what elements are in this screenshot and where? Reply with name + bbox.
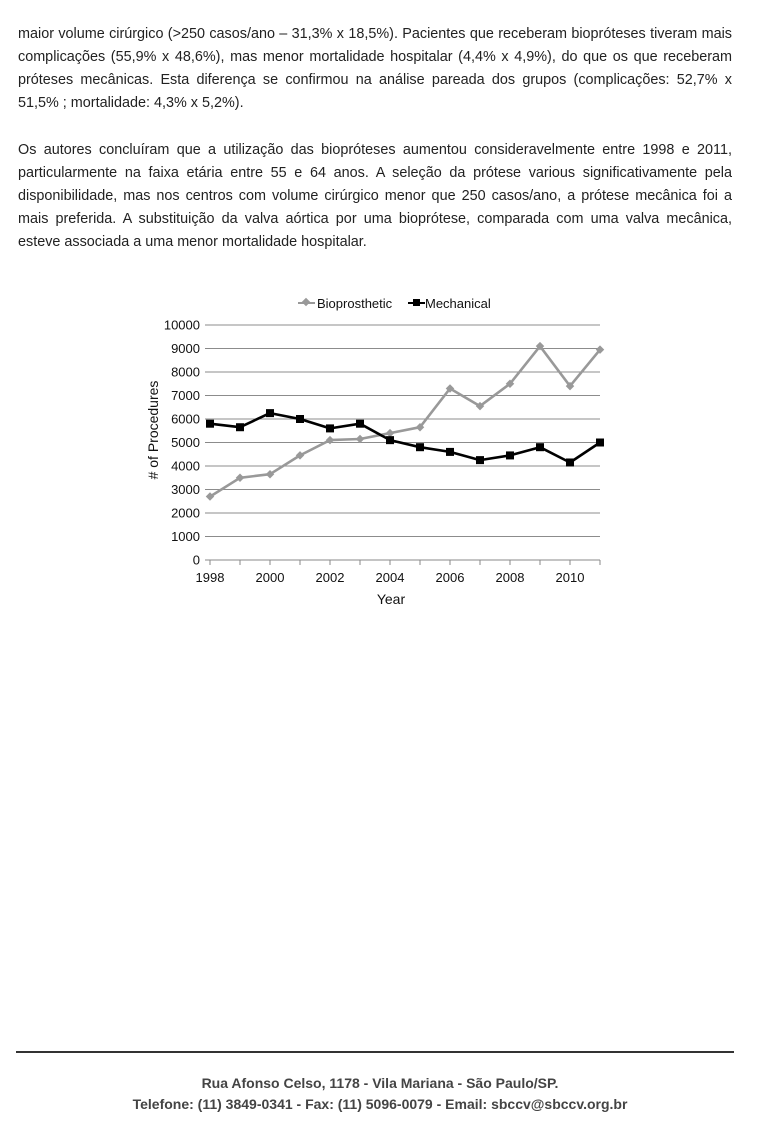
y-tick-label: 7000 <box>171 388 200 403</box>
data-point-bioprosthetic <box>356 435 364 443</box>
procedures-line-chart <box>135 290 615 615</box>
y-tick-label: 9000 <box>171 341 200 356</box>
y-tick-labels <box>164 318 200 568</box>
data-point-mechanical <box>506 451 514 459</box>
body-paragraph-1: maior volume cirúrgico (>250 casos/ano – 31,3% x 18,5%). Pacientes que receberam biopróteses tiveram mais complicações (55,9% x 48,6%), mas menor mortalidade hospitalar (4,4% x 4,9%), do que os que receberam próteses mecânicas. Esta diferença se confirmou na análise pareada dos grupos (complicações: 52,7% x 51,5% ; mortalidade: 4,3% x 5,2%). <box>18 26 732 111</box>
data-point-mechanical <box>596 439 604 447</box>
data-point-bioprosthetic <box>326 436 334 444</box>
y-tick-label: 0 <box>192 552 200 568</box>
data-point-mechanical <box>566 458 574 466</box>
chart-series <box>206 342 604 501</box>
data-point-mechanical <box>236 423 244 431</box>
legend-mechanical-marker <box>413 299 420 306</box>
footer-contact: Telefone: (11) 3849-0341 - Fax: (11) 5096-0079 - Email: sbccv@sbccv.org.br <box>132 1096 628 1112</box>
data-point-mechanical <box>266 409 274 417</box>
y-tick-label: 6000 <box>171 411 200 427</box>
x-tick-label: 2004 <box>375 570 405 585</box>
legend-mechanical-label: Mechanical <box>425 296 491 311</box>
x-tick-label: 1998 <box>195 570 225 585</box>
data-point-mechanical <box>296 415 304 423</box>
x-tick-label: 2006 <box>435 570 465 585</box>
data-point-mechanical <box>446 448 454 456</box>
series-line-mechanical <box>210 413 600 462</box>
x-tick-label: 2008 <box>495 570 525 585</box>
y-tick-label: 4000 <box>171 458 200 474</box>
data-point-mechanical <box>206 420 214 428</box>
x-axis-label: Year <box>376 591 406 607</box>
y-axis-label: # of Procedures <box>145 380 161 480</box>
body-paragraph-2: Os autores concluíram que a utilização das biopróteses aumentou consideravelmente entre 1998 e 2011, particularmente na faixa etária entre 55 e 64 anos. A seleção da prótese various significativamente pela disponibilidade, mas nos centros com volume cirúrgico menor que 250 casos/ano, a prótese mecânica foi a mais preferida. A substituição da valva aórtica por uma bioprótese, comparada com uma valva mecânica, esteve associada a uma menor mortalidade hospitalar. <box>18 142 732 250</box>
y-tick-label: 3000 <box>171 482 200 497</box>
x-tick-label: 2010 <box>555 570 585 585</box>
y-tick-label: 5000 <box>171 435 200 450</box>
data-point-mechanical <box>476 456 484 464</box>
footer-address: Rua Afonso Celso, 1178 - Vila Mariana - São Paulo/SP. <box>201 1075 559 1091</box>
y-tick-label: 1000 <box>171 529 200 544</box>
data-point-mechanical <box>536 443 544 451</box>
x-tick-label: 2000 <box>255 570 285 585</box>
data-point-mechanical <box>326 424 334 432</box>
data-point-mechanical <box>386 436 394 444</box>
y-tick-label: 10000 <box>163 317 200 333</box>
footer-divider <box>16 1051 734 1053</box>
y-tick-label: 2000 <box>171 505 200 521</box>
legend-bioprosthetic-marker <box>302 298 310 306</box>
data-point-bioprosthetic <box>386 429 394 437</box>
y-tick-label: 8000 <box>171 364 200 380</box>
legend-bioprosthetic-label: Bioprosthetic <box>317 296 393 311</box>
data-point-mechanical <box>416 443 424 451</box>
x-tick-labels <box>196 570 585 585</box>
data-point-mechanical <box>356 420 364 428</box>
chart-legend <box>298 296 491 311</box>
x-tick-label: 2002 <box>315 570 345 585</box>
